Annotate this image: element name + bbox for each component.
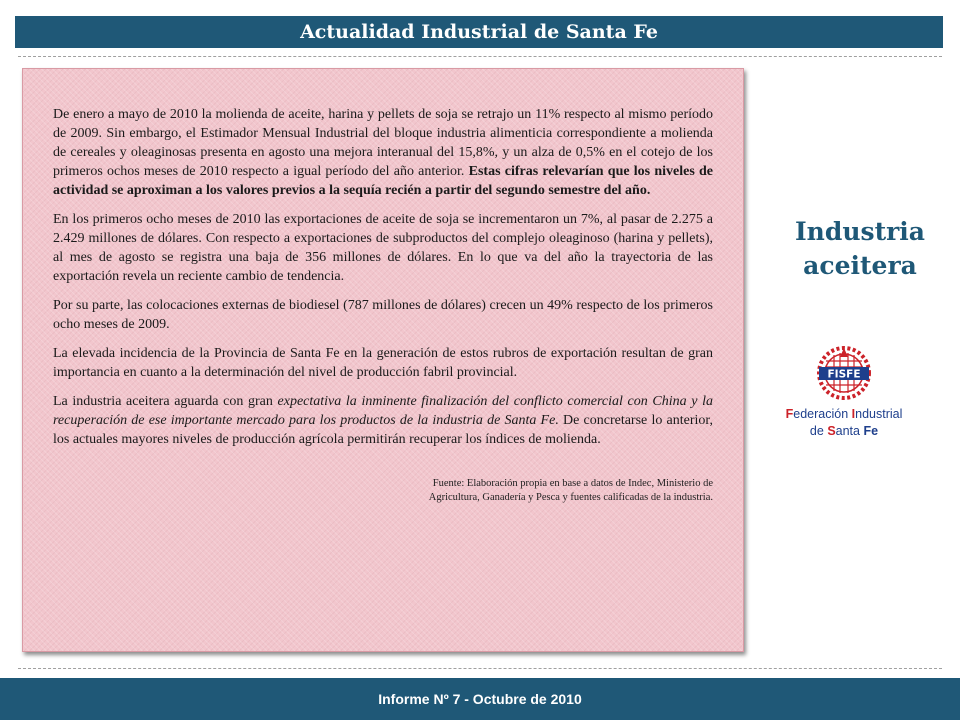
footer-bar bbox=[0, 678, 960, 720]
paragraph-molienda-bold: Estas cifras relevarían que los niveles de actividad se aproximan a los valores previos a la sequía recién a partir del segundo semestre del año. bbox=[53, 164, 713, 198]
source-note bbox=[53, 477, 713, 505]
paragraph-molienda-text: De enero a mayo de 2010 la molienda de aceite, harina y pellets de soja se retrajo un 11% respecto al mismo período de 2009. Sin embargo, el Estimador Mensual Industrial del bloque industria alimenticia correspondiente a molienda de cereales y oleaginosas presenta en agosto una mejora interanual del 15,8%, y un alza de 0,5% en el cotejo de los primeros ochos meses de 2010 respecto a igual período del año anterior. bbox=[53, 107, 713, 179]
main-text-box bbox=[22, 68, 744, 652]
paragraph-exportaciones: En los primeros ocho meses de 2010 las exportaciones de aceite de soja se incrementaron un 7%, al pasar de 2.275 a 2.429 millones de dólares. Con respecto a exportaciones de subproductos del complejo oleaginoso (harina y pellets), al mes de agosto se registra una baja de 356 millones de dólares. En lo que va del año la trayectoria de las exportación revela un reciente cambio de tendencia. bbox=[53, 212, 713, 284]
paragraph-expectativa-start: La industria aceitera aguarda con gran bbox=[53, 394, 278, 409]
paragraph-molienda bbox=[53, 105, 713, 200]
logo-acronym: FISFE bbox=[827, 368, 861, 381]
paragraph-expectativa-end: De concretarse lo anterior, los actuales mayores niveles de producción agrícola permitirán recuperar los índices de molienda. bbox=[53, 413, 713, 447]
paragraph-expectativa bbox=[53, 392, 713, 449]
logo-name-line-2: de Santa Fe bbox=[809, 424, 879, 438]
gear-emblem-icon bbox=[819, 348, 869, 398]
logo-name-line-1: Federación Industrial bbox=[785, 407, 903, 421]
paragraph-santa-fe: La elevada incidencia de la Provincia de Santa Fe en la generación de estos rubros de exportación resultan de gran importancia en cuanto a la determinación del nivel de producción fabril provincial. bbox=[53, 346, 713, 380]
footer-text: Informe Nº 7 - Octubre de 2010 bbox=[378, 691, 582, 707]
paragraph-expectativa-italic: expectativa la inminente finalización del conflicto comercial con China y la recuperación de ese importante mercado para los productos de la industria de Santa Fe. bbox=[53, 394, 713, 428]
source-line-2: Agricultura, Ganadería y Pesca y fuentes calificadas de la industria. bbox=[428, 492, 713, 503]
bottom-divider bbox=[18, 668, 942, 669]
fisfe-logo bbox=[778, 345, 910, 445]
source-line-1: Fuente: Elaboración propia en base a datos de Indec, Ministerio de bbox=[432, 478, 713, 489]
section-title bbox=[770, 215, 950, 283]
header-title: Actualidad Industrial de Santa Fe bbox=[300, 21, 658, 43]
section-title-line-2: aceitera bbox=[803, 251, 917, 280]
header-bar bbox=[15, 16, 943, 48]
paragraph-biodiesel: Por su parte, las colocaciones externas de biodiesel (787 millones de dólares) crecen un 49% respecto de los primeros ocho meses de 2009. bbox=[53, 298, 713, 332]
section-title-line-1: Industria bbox=[794, 217, 926, 246]
top-divider bbox=[18, 56, 942, 57]
